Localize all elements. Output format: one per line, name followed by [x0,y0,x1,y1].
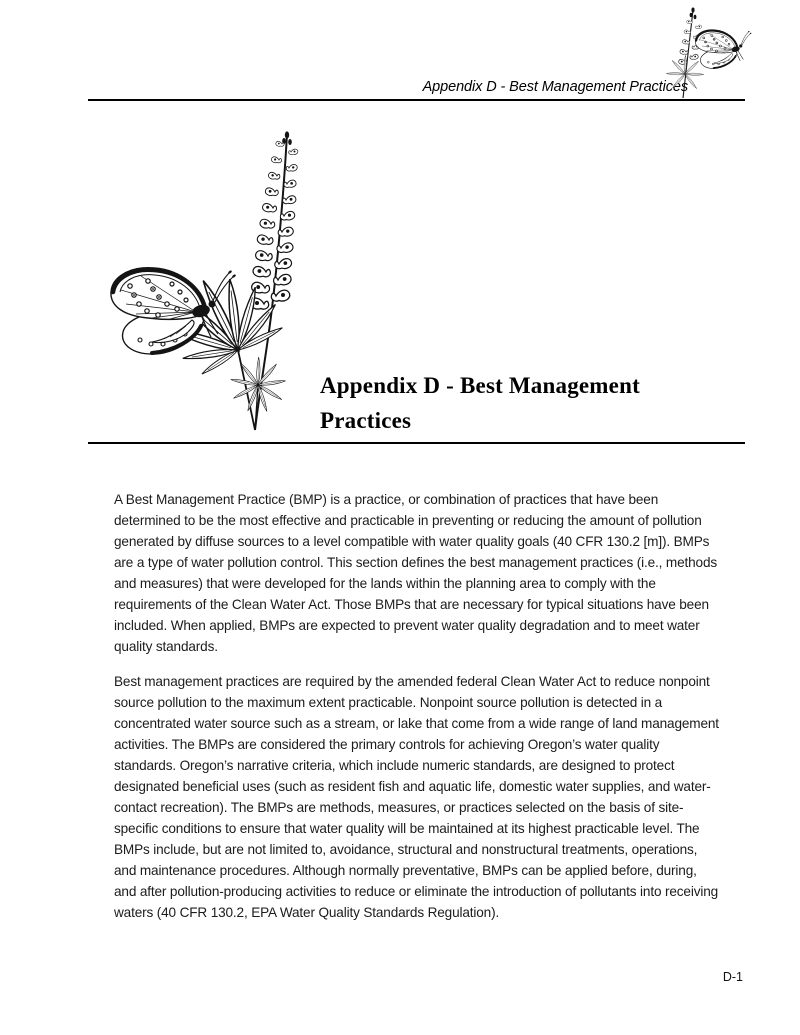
page-number: D-1 [722,970,743,984]
body-text [114,489,720,937]
header-rule [88,99,745,101]
title-rule [88,442,745,444]
running-header: Appendix D - Best Management Practices [422,79,688,95]
page-title: Appendix D - Best Management Practices [320,373,640,433]
main-butterfly-lupine-illustration [88,128,333,440]
paragraph-2: Best management practices are required by the amended federal Clean Water Act to reduce nonpoint source pollution to the maximum extent practicable. Nonpoint source pollution is detected in a concentrated water source such as a stream, or lake that come from a wide range of land management activities. The BMPs are considered the primary controls for achieving Oregon’s water quality standards. Oregon’s narrative criteria, which include numeric standards, are designed to protect designated beneficial uses (such as resident fish and aquatic life, domestic water supplies, and water-contact recreation). The BMPs are methods, measures, or practices selected on the basis of site-specific conditions to ensure that water quality will be maintained at its highest practicable level. The BMPs include, but are not limited to, avoidance, structural and nonstructural treatments, operations, and maintenance procedures. Although normally preventative, BMPs can be applied before, during, and after pollution-producing activities to reduce or eliminate the introduction of pollutants into receiving waters (40 CFR 130.2, EPA Water Quality Standards Regulation). [114,674,719,920]
corner-butterfly-illustration [653,2,753,100]
paragraph-1: A Best Management Practice (BMP) is a practice, or combination of practices that have been determined to be the most effective and practicable in preventing or reducing the amount of pollution generated by diffuse sources to a level compatible with water quality goals (40 CFR 130.2 [m]). BMPs are a type of water pollution control. This section defines the best management practices (i.e., methods and measures) that were developed for the lands within the planning area to comply with the requirements of the Clean Water Act. Those BMPs that are necessary for typical situations have been included. When applied, BMPs are expected to prevent water quality degradation and to meet water quality standards. [114,492,717,654]
